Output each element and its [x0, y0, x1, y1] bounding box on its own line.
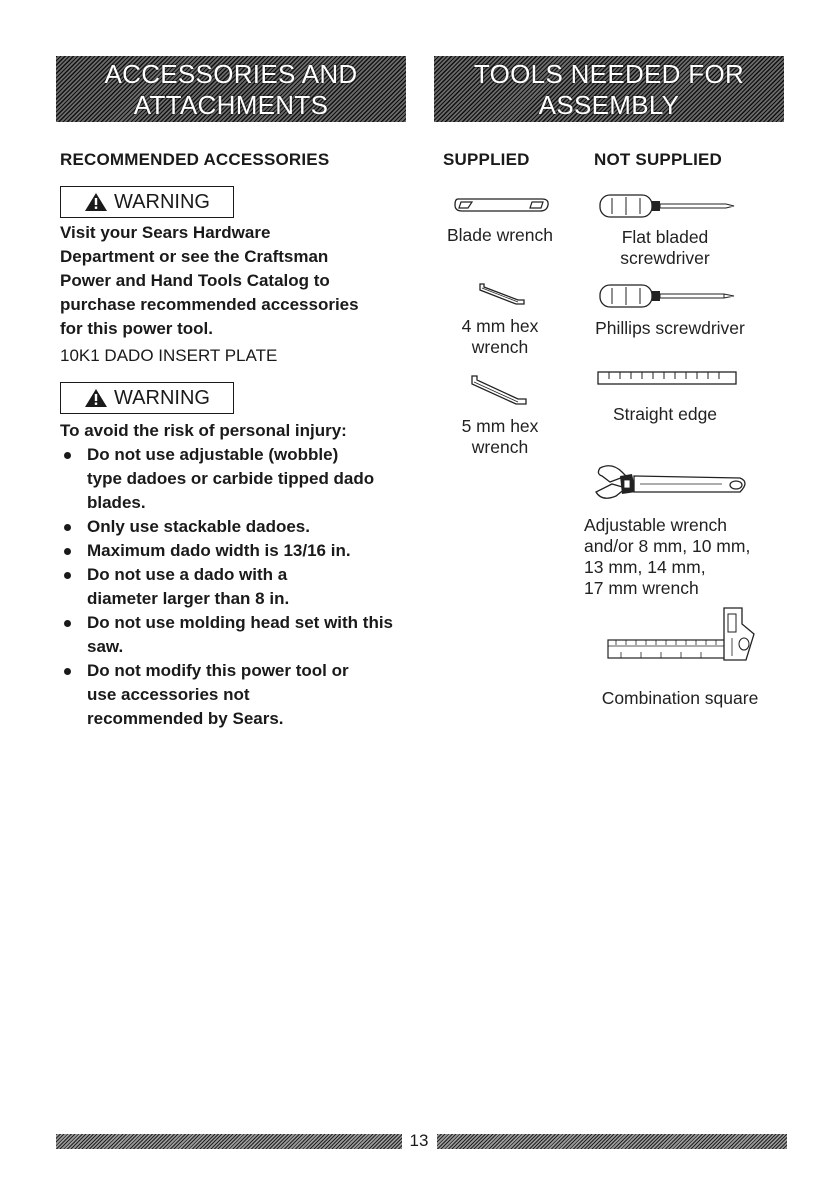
adjustable-wrench-icon	[592, 462, 752, 506]
straight-edge-icon	[597, 370, 737, 386]
list-item: Do not modify this power tool or use accessories not recommended by Sears.	[60, 659, 362, 731]
list-item: Only use stackable dadoes.	[60, 515, 420, 539]
combination-square-caption	[575, 688, 785, 709]
caption-line: and/or 8 mm, 10 mm,	[584, 536, 751, 556]
straight-edge-caption	[580, 404, 750, 425]
caption-line: screwdriver	[620, 248, 710, 268]
flat-screwdriver-caption	[580, 227, 750, 269]
text-line: purchase recommended accessories	[60, 295, 359, 314]
caption-line: Adjustable wrench	[584, 515, 727, 535]
phillips-screwdriver-icon	[598, 282, 738, 312]
hex-wrench-4mm-icon	[478, 282, 528, 308]
caption-line: 5 mm hex	[461, 416, 539, 436]
safety-bullet-list	[60, 443, 420, 731]
recommended-accessories-heading: RECOMMENDED ACCESSORIES	[60, 150, 330, 169]
list-item: Do not use molding head set with this saw.	[60, 611, 427, 659]
caption-line: 4 mm hex	[461, 316, 539, 336]
accessories-banner	[56, 56, 406, 122]
caption-line: Blade wrench	[446, 225, 554, 245]
warning-triangle-icon	[84, 192, 108, 212]
supplied-heading: SUPPLIED	[443, 150, 530, 169]
adjustable-wrench-caption	[584, 515, 804, 599]
dado-insert-plate: 10K1 DADO INSERT PLATE	[60, 346, 278, 365]
not-supplied-heading: NOT SUPPLIED	[594, 150, 723, 169]
tools-banner	[434, 56, 784, 122]
warning-box	[60, 382, 234, 414]
warning-label: WARNING	[114, 190, 210, 213]
caption-line: 17 mm wrench	[584, 578, 699, 598]
footer-bar-right	[437, 1134, 787, 1149]
banner-line: ATTACHMENTS	[133, 90, 329, 120]
caption-line: Flat bladed	[621, 227, 709, 247]
page-number: 13	[409, 1131, 429, 1150]
flat-screwdriver-icon	[598, 192, 738, 222]
banner-line: ACCESSORIES AND	[104, 59, 358, 89]
hex-wrench-4mm-caption	[430, 316, 570, 358]
warning-triangle-icon	[84, 388, 108, 408]
caption-line: wrench	[471, 337, 529, 357]
warning-visit-text	[60, 221, 420, 341]
caption-line: Phillips screwdriver	[595, 318, 745, 338]
blade-wrench-icon	[452, 196, 552, 214]
hex-wrench-5mm-caption	[430, 416, 570, 458]
list-item: Maximum dado width is 13/16 in.	[60, 539, 420, 563]
warning-label: WARNING	[114, 386, 210, 409]
phillips-screwdriver-caption	[575, 318, 765, 339]
banner-line: ASSEMBLY	[538, 90, 680, 120]
text-line: for this power tool.	[60, 319, 213, 338]
caption-line: wrench	[471, 437, 529, 457]
list-item: Do not use adjustable (wobble) type dadoes or carbide tipped dado blades.	[60, 443, 377, 515]
injury-warning-intro: To avoid the risk of personal injury:	[60, 421, 347, 440]
banner-line: TOOLS NEEDED FOR	[473, 59, 745, 89]
blade-wrench-caption	[430, 225, 570, 246]
caption-line: Straight edge	[612, 404, 718, 424]
warning-box	[60, 186, 234, 218]
list-item: Do not use a dado with a diameter larger than 8 in.	[60, 563, 357, 611]
text-line: Department or see the Craftsman	[60, 247, 329, 266]
caption-line: Combination square	[601, 688, 759, 708]
caption-line: 13 mm, 14 mm,	[584, 557, 706, 577]
text-line: Power and Hand Tools Catalog to	[60, 271, 330, 290]
hex-wrench-5mm-icon	[470, 374, 530, 408]
text-line: Visit your Sears Hardware	[60, 223, 271, 242]
combination-square-icon	[606, 604, 758, 662]
footer-bar-left	[56, 1134, 402, 1149]
